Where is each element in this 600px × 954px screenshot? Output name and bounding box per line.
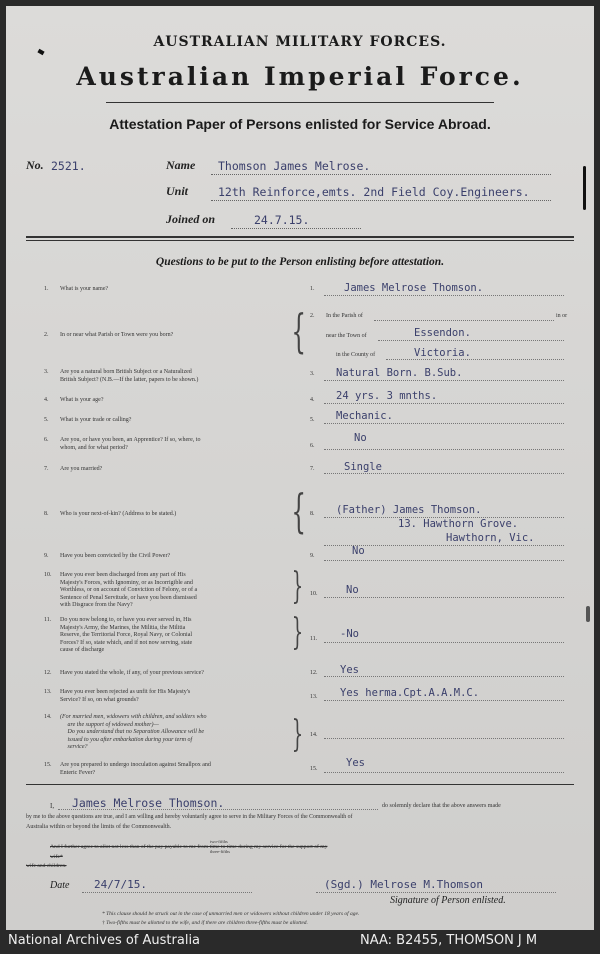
q5-num: 5. <box>44 417 49 423</box>
town-label: near the Town of <box>326 333 367 339</box>
county-value: Victoria. <box>414 347 471 359</box>
q1-text: What is your name? <box>60 286 109 292</box>
decl-text2: by me to the above questions are true, and I am willing and hereby voluntarily agree to serve in the Military Forces of the Commonwealth of <box>26 814 353 820</box>
a4-line <box>324 403 564 404</box>
q15-text: Are you prepared to undergo inoculation against Smallpox and Enteric Fever? <box>60 762 211 776</box>
q9-num: 9. <box>44 553 49 559</box>
q10-num: 10. <box>44 572 52 578</box>
a10-num: 10. <box>310 591 318 597</box>
footer-right: NAA: B2455, THOMSON J M <box>360 933 538 948</box>
q7-num: 7. <box>44 466 49 472</box>
a1-line <box>324 295 564 296</box>
a14-num: 14. <box>310 732 318 738</box>
q10-brace: } <box>291 566 304 607</box>
a9-line <box>324 560 564 561</box>
q12-num: 12. <box>44 670 52 676</box>
a7-value: Single <box>344 461 382 473</box>
a15-line <box>324 772 564 773</box>
a8-num: 8. <box>310 511 315 517</box>
decl-struck1: And I further agree to allot not less than of the pay payable to me from time to time during my service for the support of my <box>50 844 328 850</box>
name-value: Thomson James Melrose. <box>218 159 371 173</box>
no-value: 2521. <box>51 159 86 173</box>
a1-value: James Melrose Thomson. <box>344 282 484 294</box>
a6-line <box>324 449 564 450</box>
a11-line <box>324 642 564 643</box>
a13-value: Yes herma.Cpt.A.A.M.C. <box>340 687 480 699</box>
a15-value: Yes <box>346 757 365 769</box>
joined-line <box>231 228 361 229</box>
decl-text3: Australia within or beyond the limits of the Commonwealth. <box>26 824 172 830</box>
name-label: Name <box>166 158 196 172</box>
q4-text: What is your age? <box>60 397 104 403</box>
a6-num: 6. <box>310 443 315 449</box>
q8-num: 8. <box>44 511 49 517</box>
decl-name-line <box>58 809 378 810</box>
a15-num: 15. <box>310 766 318 772</box>
a11-num: 11. <box>310 636 318 642</box>
a1-num: 1. <box>310 286 315 292</box>
date-label: Date <box>50 880 70 891</box>
q14-brace: } <box>291 714 304 755</box>
a11-value: -No <box>340 628 359 640</box>
parish-line <box>374 320 554 321</box>
date-line <box>82 892 252 893</box>
note2: † Two-fifths must be allotted to the wife, and if there are children three-fifths must be allotted. <box>102 920 308 926</box>
county-label: in the County of <box>336 352 376 358</box>
a4-value: 24 yrs. 3 mnths. <box>336 390 438 402</box>
q14-text: (For married men, widowers with children, and soldiers who are the support of widowed mother)— Do you understand that no Separation Allowance will be issued to you after embarkation during your term of service? <box>60 714 207 750</box>
a4-num: 4. <box>310 397 315 403</box>
a5-num: 5. <box>310 417 315 423</box>
decl-frac1: two-fifths <box>210 839 228 844</box>
q12-text: Have you stated the whole, if any, of your previous service? <box>60 670 204 676</box>
attestation-paper <box>6 6 594 930</box>
q15-num: 15. <box>44 762 52 768</box>
decl-struck3: wife and children. <box>26 863 67 869</box>
no-label: No. <box>26 158 44 172</box>
a3-value: Natural Born. B.Sub. <box>336 367 463 379</box>
nok-line3: Hawthorn, Vic. <box>446 532 535 544</box>
decl-frac2: three-fifths <box>210 849 230 854</box>
q8-brace: { <box>291 484 306 538</box>
header-forces: AUSTRALIAN MILITARY FORCES. <box>153 34 447 50</box>
q5-text: What is your trade or calling? <box>60 417 132 423</box>
footer-left: National Archives of Australia <box>8 933 201 948</box>
questions-heading: Questions to be put to the Person enlisting before attestation. <box>155 256 445 268</box>
q4-num: 4. <box>44 397 49 403</box>
q2-text: In or near what Parish or Town were you born? <box>60 332 174 338</box>
joined-label: Joined on <box>166 212 216 226</box>
unit-line <box>211 200 551 201</box>
a5-line <box>324 423 564 424</box>
a14-line <box>324 738 564 739</box>
parish-suffix: in or <box>556 313 568 319</box>
signature-value: (Sgd.) Melrose M.Thomson <box>324 878 483 891</box>
ink-stroke <box>583 166 586 210</box>
q13-num: 13. <box>44 689 52 695</box>
q8-text: Who is your next-of-kin? (Address to be stated.) <box>60 511 177 517</box>
a8-value: (Father) James Thomson. <box>336 504 482 516</box>
date-value: 24/7/15. <box>94 878 147 891</box>
parish-label: In the Parish of <box>326 313 363 319</box>
a3-line <box>324 380 564 381</box>
q9-text: Have you been convicted by the Civil Power? <box>60 553 171 559</box>
a9-num: 9. <box>310 553 315 559</box>
a6-value: No <box>354 432 367 444</box>
a13-line <box>324 700 564 701</box>
nok-line2: 13. Hawthorn Grove. <box>398 518 519 530</box>
header-aif: Australian Imperial Force. <box>76 62 524 91</box>
county-line <box>386 359 564 360</box>
a12-line <box>324 676 564 677</box>
joined-value: 24.7.15. <box>254 213 310 227</box>
declaration-divider <box>26 784 574 785</box>
decl-i-label: I, <box>50 802 55 810</box>
signature-label: Signature of Person enlisted. <box>390 895 506 906</box>
q3-num: 3. <box>44 369 49 375</box>
record-divider-top <box>26 236 574 238</box>
q2-brace: { <box>291 304 306 358</box>
a7-line <box>324 473 564 474</box>
a12-value: Yes <box>340 664 359 676</box>
decl-name: James Melrose Thomson. <box>72 796 225 810</box>
header-divider <box>106 102 494 103</box>
decl-text1: do solemnly declare that the above answers made <box>382 803 501 809</box>
record-divider-bottom <box>26 240 574 241</box>
a13-num: 13. <box>310 694 318 700</box>
a10-line <box>324 597 564 598</box>
town-value: Essendon. <box>414 327 471 339</box>
q2-num: 2. <box>44 332 49 338</box>
q11-num: 11. <box>44 617 52 623</box>
a12-num: 12. <box>310 670 318 676</box>
q7-text: Are you married? <box>60 466 103 472</box>
q6-num: 6. <box>44 437 49 443</box>
q3-text: Are you a natural born British Subject or a Naturalized British Subject? (N.B.—If the latter, papers to be shown.) <box>60 369 199 383</box>
a3-num: 3. <box>310 371 315 377</box>
q10-text: Have you ever been discharged from any part of His Majesty's Forces, with Ignominy, or as Incorrigible and Worthless, or on account of Conviction of Felony, or of a Sentence of Penal Servitude, or have you been dismissed with Disgrace from the Navy? <box>60 572 198 608</box>
decl-struck2: wife* <box>50 854 63 860</box>
signature-line <box>316 892 556 893</box>
margin-mark <box>586 606 590 622</box>
a7-num: 7. <box>310 466 315 472</box>
q11-text: Do you now belong to, or have you ever served in, His Majesty's Army, the Marines, the Militia, the Militia Reserve, the Territorial Force, Royal Navy, or Colonial Forces? If so, state which, and if not now serving, state cause of discharge <box>60 617 193 653</box>
a5-value: Mechanic. <box>336 410 393 422</box>
a9-value: No <box>352 545 365 557</box>
town-line <box>378 340 564 341</box>
name-line <box>211 174 551 175</box>
unit-label: Unit <box>166 184 189 198</box>
q14-num: 14. <box>44 714 52 720</box>
header-attestation: Attestation Paper of Persons enlisted for Service Abroad. <box>109 116 491 132</box>
note1: * This clause should be struck out in the case of unmarried men or widowers without children under 18 years of age. <box>102 911 360 917</box>
q6-text: Are you, or have you been, an Apprentice? If so, where, to whom, and for what period? <box>60 437 201 451</box>
a10-value: No <box>346 584 359 596</box>
q13-text: Have you ever been rejected as unfit for His Majesty's Service? If so, on what grounds? <box>60 689 191 703</box>
q11-brace: } <box>291 612 304 653</box>
a2-num: 2. <box>310 313 315 319</box>
unit-value: 12th Reinforce,emts. 2nd Field Coy.Engineers. <box>218 185 530 199</box>
q1-num: 1. <box>44 286 49 292</box>
